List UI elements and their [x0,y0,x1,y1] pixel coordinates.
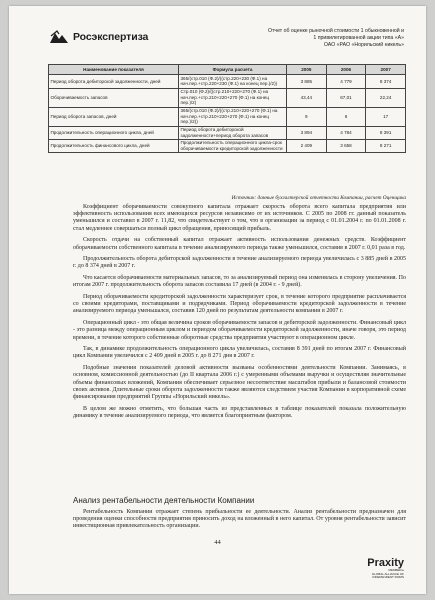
value-2005: 3 885 [287,75,327,88]
table-row [49,107,406,126]
header-line-1: Отчет об оценке рыночной стоимости 1 обыкновенной и [267,28,404,34]
logo-mark-icon [49,30,69,44]
value-2006: 4 779 [326,75,366,88]
table-row [49,126,406,139]
column-header: Формула расчета [179,65,287,75]
calculation-formula: 365/(стр.010 (Ф.2)/((стр.210+220+270 (Ф.1) на нач.пер.+стр.210+220+270 (Ф.1) на конец пер.)/2)) [179,107,287,126]
value-2006: 3 658 [326,139,366,152]
indicator-name: Период оборота запасов, дней [49,107,179,126]
value-2006: 4 784 [326,126,366,139]
table-row [49,139,406,152]
document-page [9,6,426,594]
section-body [73,509,406,531]
value-2005: 43,44 [287,88,327,107]
table-row [49,88,406,107]
column-header: 2006 [326,65,366,75]
paragraph: Продолжительность оборота дебиторской задолженности в течение анализируемого периода увеличилась с 3 885 дней в 2005 г. до 8 374 дней в 2007 г. [73,256,406,270]
value-2007: 8 271 [366,139,406,152]
logo-text: Росэкспертиза [73,31,149,43]
praxity-logo [367,557,404,580]
calculation-formula: Период оборота дебиторской задолженности+период оборота запасов [179,126,287,139]
company-logo [49,30,148,44]
value-2007: 22,24 [366,88,406,107]
paragraph: В целом же можно отметить, что большая часть из представленных в таблице показателей показала положительную динамику в течение анализируемого периода, что является благоприятным фактором. [73,405,406,419]
paragraph: Период оборачиваемости кредиторской задолженности характеризует срок, в течение которого предприятие расплачивается со своими кредиторами, поставщиками и подрядчиками. Период оборачиваемости кредиторской задолженности в течение анализируемого периода уменьшался, составив 120 дней по результатам деятельности компании в 2007 г. [73,294,406,315]
section-heading: Анализ рентабельности деятельности Компании [73,496,255,505]
table-row [49,75,406,88]
column-header: 2007 [366,65,406,75]
table-source-note: Источник: данные бухгалтерской отчетности Компании, расчет Оценщика [231,195,406,201]
report-header [204,28,404,49]
value-2007: 17 [366,107,406,126]
body-text [73,204,406,425]
header-line-3: ОАО «РАО «Норильский никель» [323,42,404,48]
praxity-tagline-1: MEMBER ▸ [388,568,404,573]
paragraph: Скорость отдачи на собственный капитал отражает активность использования денежных средств. Коэффициент оборачиваемости собственного капитала в течение анализируемого периода также уменьшился, составив в 2007 г. 0,01 раза в год. [73,237,406,251]
indicator-name: Продолжительность операционного цикла, дней [49,126,179,139]
indicator-name: Продолжительность финансового цикла, дней [49,139,179,152]
table-header-row [49,65,406,75]
praxity-tagline-3: INDEPENDENT FIRMS [372,575,404,580]
paragraph: Рентабельность Компании отражает степень прибыльности ее деятельности. Анализ рентабельности предназначен для проведения оценки способности предприятия приносить доход на вложенный в него капитал. От уровня рентабельности зависит инвестиционная привлекательность организации. [73,509,406,530]
column-header: Наименование показателя [49,65,179,75]
paragraph: Что касается оборачиваемости материальных запасов, то за анализируемый период она изменялась в сторону увеличения. По итогам 2007 г. продолжительность оборота запасов составила 17 дней (в 2004 г. - 9 дней). [73,275,406,289]
calculation-formula: Стр.010 (Ф.2)/((стр.210+220+270 (Ф.1) на нач.пер.+стр.210+220+270 (Ф.1) на конец пер.)/2) [179,88,287,107]
indicator-name: Период оборота дебиторской задолженности, дней [49,75,179,88]
column-header: 2005 [287,65,327,75]
praxity-tagline-2: GLOBAL ALLIANCE OF [371,571,404,576]
paragraph: Подобные значения показателей деловой активности вызваны особенностями деятельности Компании. Занимаясь, в основном, комиссионной деятельностью (до II квартала 2006 г.) с умеренными объемами выручки и осуществляя значительные объемы финансовых вложений, Компания обеспечивает серьезное несоответствие масштабов прибыли и балансовой стоимости своих активов. Длительные сроки оборота задолженности также являются следствием участия Компании в корпоративной схеме финансирования предприятий Группы «Норильский никель». [73,365,406,400]
page-number: 44 [214,539,221,546]
paragraph: Коэффициент оборачиваемости совокупного капитала отражает скорость оборота всего капитала предприятия или эффективность использования всех имеющихся ресурсов независимо от их источников. С 2005 по 2008 гг. данный показатель уменьшился и составил в 2007 г. 11,82, что свидетельствует о том, что в организации за период с 01.01.2004 г. по 01.01.2008 г. стал медленнее совершаться полный цикл обращения, приносящий прибыль. [73,204,406,232]
value-2005: 9 [287,107,327,126]
header-line-2: 1 привилегированной акции типа «А» [313,35,404,41]
calculation-formula: Продолжительность операционного цикла-срок оборачиваемости кредиторской задолженности [179,139,287,152]
praxity-wordmark: Praxity [367,557,404,570]
paragraph: Операционный цикл - это общая величина сроков оборачиваемости запасов и дебиторской задолженности. Финансовый цикл - это разница между операционным циклом и периодом оборачиваемости кредиторской задолженности, иначе говоря, это период времени, в течение которого собственные оборотные средства предприятия участвуют в операционном цикле. [73,320,406,341]
value-2006: 6 [326,107,366,126]
value-2007: 8 391 [366,126,406,139]
value-2005: 2 409 [287,139,327,152]
calculation-formula: 365/(стр.010 (Ф.2)/((стр.220+230 (Ф.1) на нач.пер.+стр.220+230 (Ф.1) на конец пер.)/2)) [179,75,287,88]
activity-indicators-table [48,64,406,153]
paragraph: Так, в динамике продолжительность операционного цикла увеличилась, составив 8 391 дней по итогам 2007 г. Финансовый цикл Компании увеличился с 2 409 дней в 2005 г. до 8 271 дня в 2007 г. [73,346,406,360]
value-2005: 3 894 [287,126,327,139]
value-2007: 8 374 [366,75,406,88]
value-2006: 67,01 [326,88,366,107]
indicator-name: Оборачиваемость запасов [49,88,179,107]
